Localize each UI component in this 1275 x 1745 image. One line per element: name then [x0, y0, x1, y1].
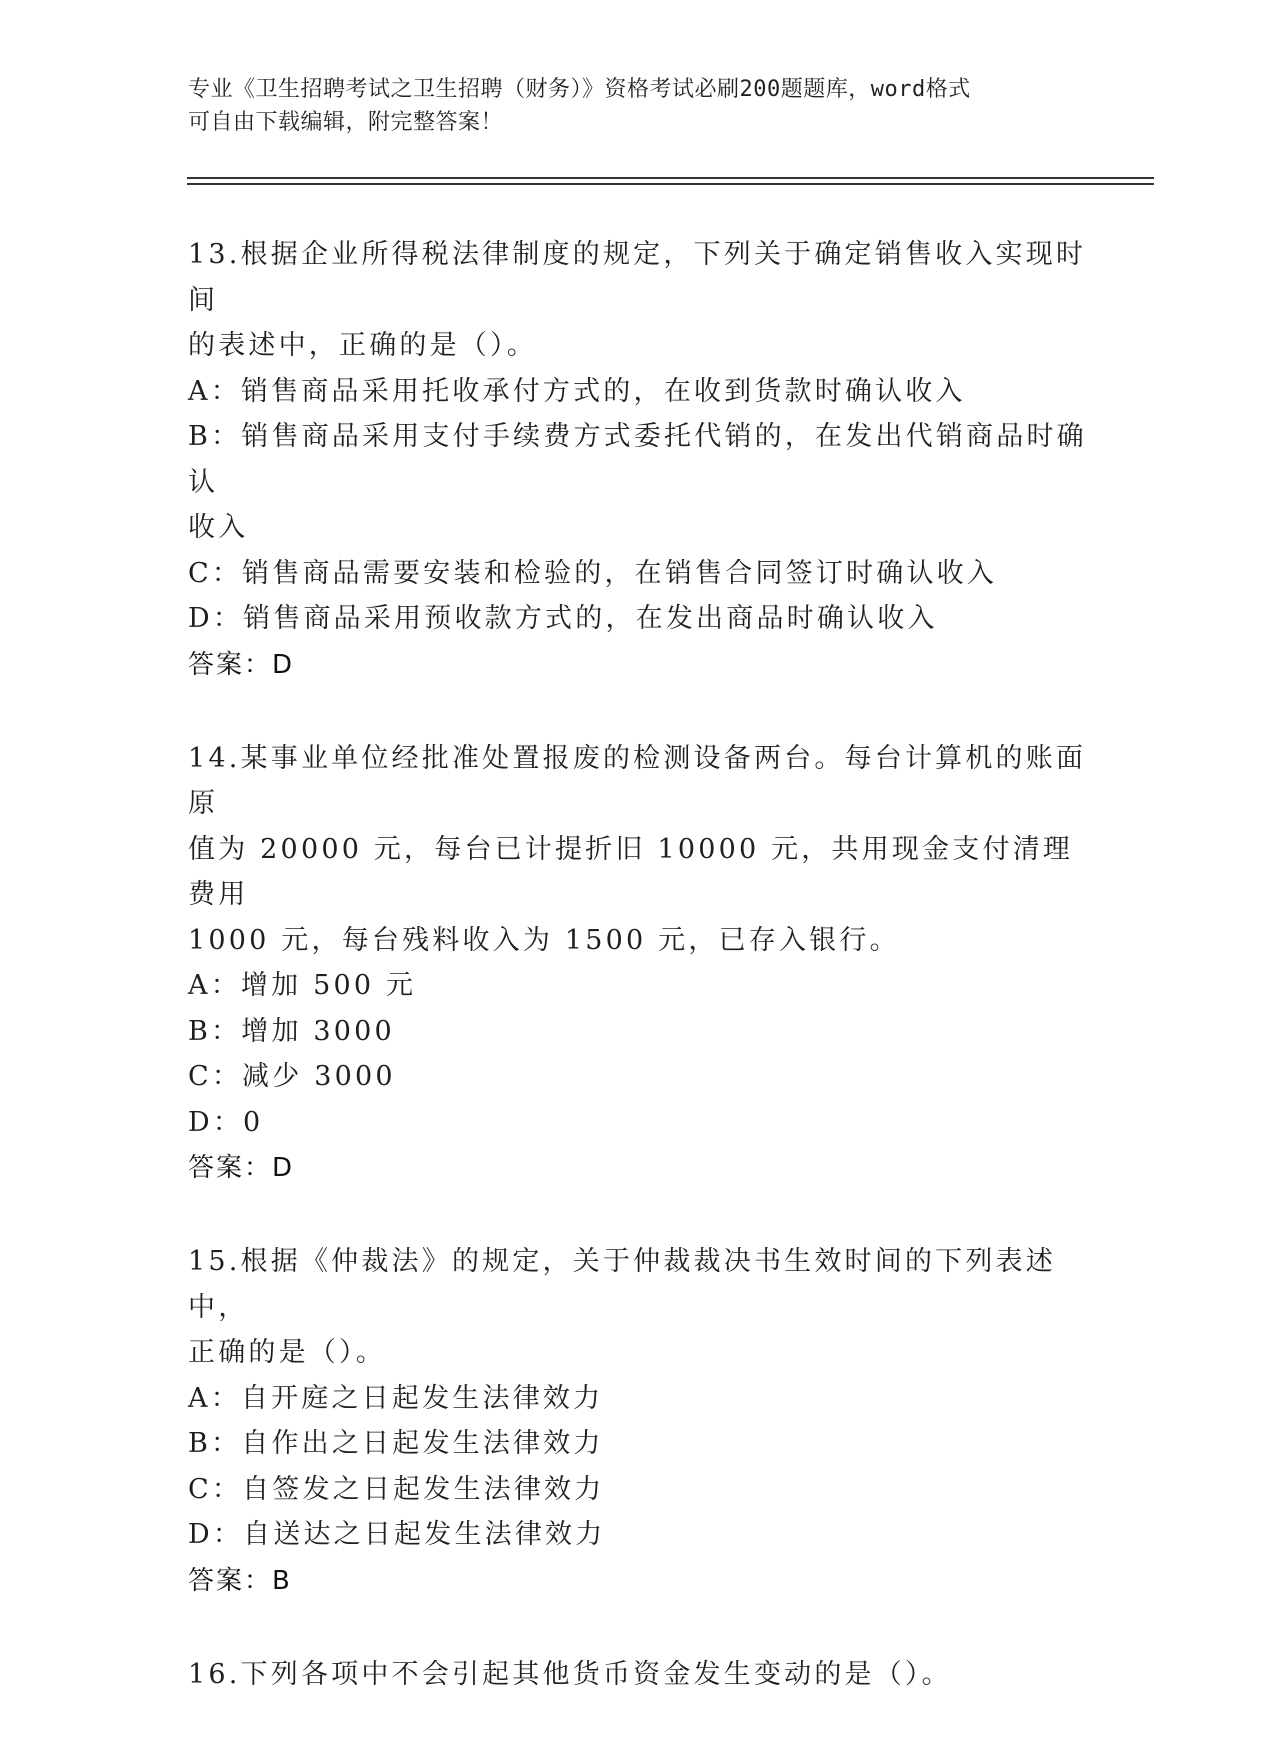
- document-header: [188, 73, 1078, 139]
- option-a: A：自开庭之日起发生法律效力: [188, 1382, 604, 1414]
- question-16: [188, 1652, 1088, 1698]
- question-stem-line: 15.根据《仲裁法》的规定，关于仲裁裁决书生效时间的下列表述中，: [188, 1246, 1056, 1323]
- header-line-2: 可自由下载编辑，附完整答案！: [188, 110, 504, 135]
- answer-label: 答案：D: [188, 649, 295, 680]
- option-c: C：减少 3000: [188, 1061, 396, 1092]
- option-d: D：销售商品采用预收款方式的，在发出商品时确认收入: [188, 603, 938, 634]
- header-divider-top: [187, 177, 1154, 179]
- option-c: C：销售商品需要安装和检验的，在销售合同签订时确认收入: [188, 557, 998, 589]
- option-b-continued: 收入: [188, 512, 249, 543]
- question-stem-line: 14.某事业单位经批准处置报废的检测设备两台。每台计算机的账面原: [188, 742, 1087, 819]
- header-line-1: 专业《卫生招聘考试之卫生招聘（财务）》资格考试必刷200题题库，word格式: [188, 77, 971, 102]
- option-d: D：0: [188, 1106, 264, 1138]
- question-stem-line: 13.根据企业所得税法律制度的规定，下列关于确定销售收入实现时间: [188, 239, 1087, 316]
- question-15: [188, 1239, 1088, 1604]
- answer-label: 答案：D: [188, 1153, 295, 1183]
- question-stem-line: 值为 20000 元，每台已计提折旧 10000 元，共用现金支付清理费用: [188, 833, 1074, 910]
- question-13: [188, 232, 1088, 688]
- option-c: C：自签发之日起发生法律效力: [188, 1473, 605, 1505]
- option-b: B：增加 3000: [188, 1015, 395, 1047]
- option-a: A：增加 500 元: [188, 970, 417, 1001]
- answer-label: 答案：B: [188, 1565, 292, 1596]
- question-14: [188, 736, 1088, 1192]
- option-b: B：销售商品采用支付手续费方式委托代销的，在发出代销商品时确认: [188, 421, 1087, 498]
- option-a: A：销售商品采用托收承付方式的，在收到货款时确认收入: [188, 375, 966, 407]
- question-stem-line: 的表述中，正确的是（）。: [188, 330, 537, 361]
- option-b: B：自作出之日起发生法律效力: [188, 1428, 604, 1459]
- question-list: [188, 232, 1088, 1745]
- question-stem-line: 16.下列各项中不会引起其他货币资金发生变动的是（）。: [188, 1658, 952, 1690]
- option-d: D：自送达之日起发生法律效力: [188, 1519, 606, 1550]
- question-stem-line: 1000 元，每台残料收入为 1500 元，已存入银行。: [188, 924, 900, 956]
- header-divider-bottom: [187, 183, 1154, 185]
- question-stem-line: 正确的是（）。: [188, 1337, 386, 1368]
